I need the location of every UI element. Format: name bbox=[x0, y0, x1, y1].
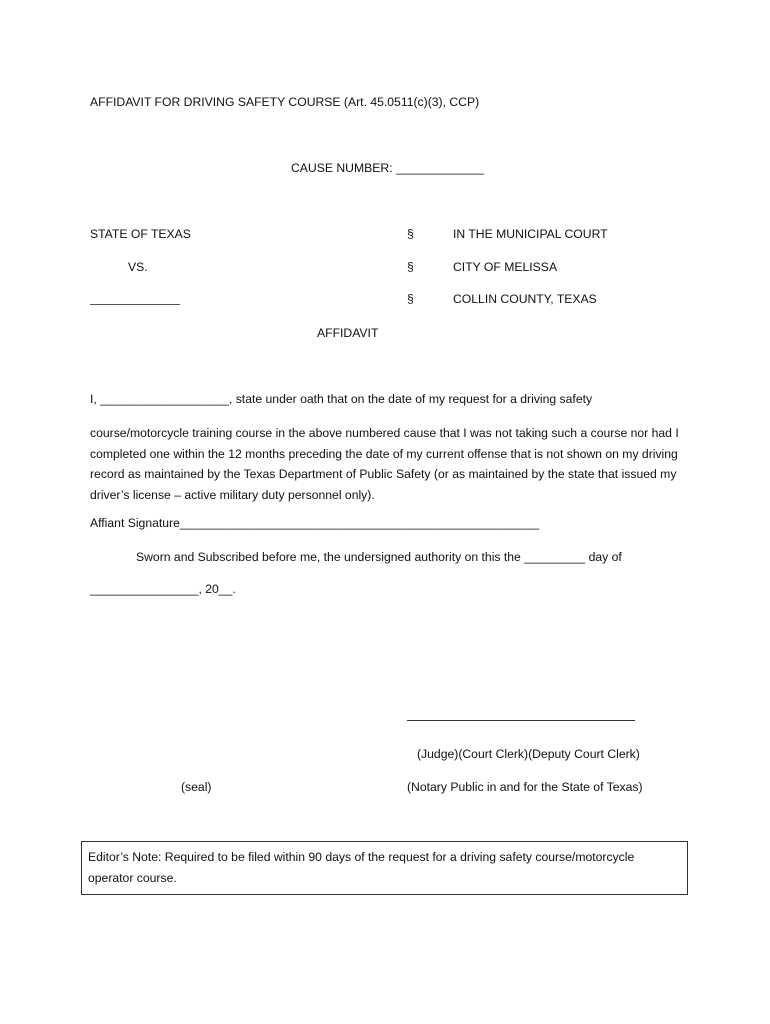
editors-note: Editor’s Note: Required to be filed within 90 days of the request for a driving safety course/motorcycle operator course. bbox=[81, 841, 688, 895]
notary-label: (Notary Public in and for the State of Texas) bbox=[407, 780, 643, 794]
section-symbol-2: § bbox=[407, 260, 414, 274]
caption-county: COLLIN COUNTY, TEXAS bbox=[453, 292, 597, 306]
defendant-name-line bbox=[90, 297, 180, 305]
official-signature-line bbox=[407, 720, 635, 721]
caption-court: IN THE MUNICIPAL COURT bbox=[453, 227, 608, 241]
document-title: AFFIDAVIT FOR DRIVING SAFETY COURSE (Art. 45.0511(c)(3), CCP) bbox=[90, 95, 480, 109]
affidavit-body: course/motorcycle training course in the above numbered cause that I was not taking such a course nor had I completed one within the 12 months preceding the date of my current offense that is not shown on my driving record as maintained by the Texas Department of Public Safety (or as maintained by the state that issued my driver’s license – active military duty personnel only). bbox=[90, 426, 679, 502]
cause-number: CAUSE NUMBER: _____________ bbox=[291, 161, 485, 175]
affiant-signature-line: Affiant Signature_____________________________________________________ bbox=[90, 516, 540, 530]
affidavit-heading: AFFIDAVIT bbox=[317, 326, 379, 340]
signer-title: (Judge)(Court Clerk)(Deputy Court Clerk) bbox=[417, 747, 640, 761]
seal-label: (seal) bbox=[181, 780, 212, 794]
section-symbol-1: § bbox=[407, 227, 414, 241]
oath-statement: I, ___________________, state under oath that on the date of my request for a driving safety bbox=[90, 392, 593, 406]
caption-party-state: STATE OF TEXAS bbox=[90, 227, 191, 241]
date-line: ________________, 20__. bbox=[90, 582, 236, 596]
caption-city: CITY OF MELISSA bbox=[453, 260, 558, 274]
sworn-statement: Sworn and Subscribed before me, the undersigned authority on this the _________ day of bbox=[136, 550, 622, 564]
caption-versus: VS. bbox=[128, 260, 148, 274]
section-symbol-3: § bbox=[407, 292, 414, 306]
